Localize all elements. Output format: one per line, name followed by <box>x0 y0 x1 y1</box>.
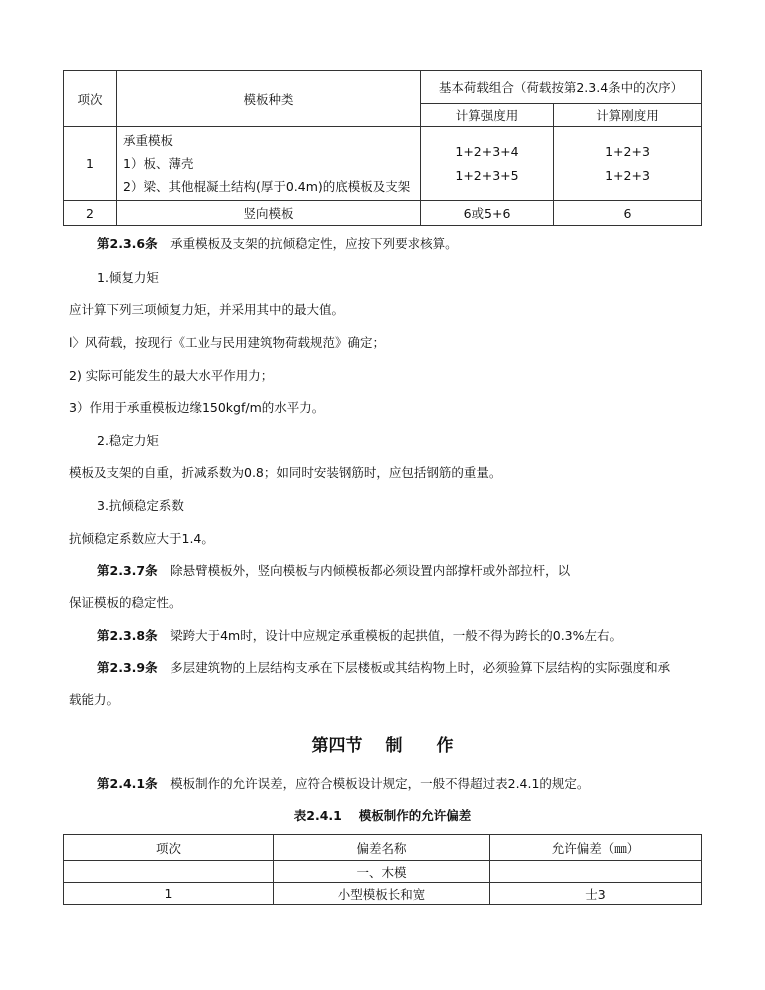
paragraph-text: 3.抗倾稳定系数 <box>97 498 184 513</box>
paragraph <box>97 433 159 449</box>
paragraph-text: l〉风荷载，按现行《工业与民用建筑物荷载规范》确定； <box>69 335 385 350</box>
paragraph-text: 承重模板及支架的抗倾稳定性，应按下列要求核算。 <box>170 236 458 251</box>
clause-number: 第2.3.7条 <box>97 563 158 578</box>
line: 1+2+3 <box>605 143 650 159</box>
table-row <box>64 201 702 226</box>
cell-strength: 6或5+6 <box>421 201 554 226</box>
cell-no: 1 <box>64 883 274 905</box>
table-row <box>64 127 702 201</box>
paragraph-text: 除悬臂模板外，竖向模板与内倾模板都必须设置内部撑杆或外部拉杆，以 <box>170 563 571 578</box>
paragraph-text: 保证模板的稳定性。 <box>69 595 182 610</box>
tolerance-table <box>63 834 702 905</box>
header-tolerance: 允许偏差（㎜） <box>490 835 702 861</box>
header-strength: 计算强度用 <box>421 104 554 127</box>
paragraph <box>97 563 570 579</box>
header-item: 项次 <box>64 835 274 861</box>
header-stiffness: 计算刚度用 <box>554 104 702 127</box>
clause-number: 第2.3.8条 <box>97 628 158 643</box>
paragraph-text: 抗倾稳定系数应大于1.4。 <box>69 531 214 546</box>
paragraph-text: 1.倾复力矩 <box>97 270 159 285</box>
paragraph-text: 3）作用于承重模板边缘150kgf/m的水平力。 <box>69 400 325 415</box>
cell-no: 1 <box>64 127 117 201</box>
cell-no: 2 <box>64 201 117 226</box>
paragraph <box>69 400 324 416</box>
line: 承重模板 <box>123 133 174 148</box>
load-combination-table <box>63 70 702 226</box>
paragraph-text: 2.稳定力矩 <box>97 433 159 448</box>
header-item: 项次 <box>64 71 117 127</box>
paragraph-text: 应计算下列三项倾复力矩，并采用其中的最大值。 <box>69 302 345 317</box>
table-row <box>64 883 702 905</box>
paragraph-text: 2) 实际可能发生的最大水平作用力； <box>69 368 274 383</box>
header-name: 偏差名称 <box>274 835 490 861</box>
line: 1+2+3 <box>605 167 650 183</box>
line: 2）梁、其他棍凝土结构(厚于0.4m)的底模板及支架 <box>123 179 411 194</box>
header-type: 模板种类 <box>117 71 421 127</box>
cell-strength <box>421 127 554 201</box>
section-heading: 第四节 制 作 <box>311 736 454 756</box>
paragraph <box>69 368 273 384</box>
paragraph <box>69 595 182 611</box>
paragraph <box>97 270 159 286</box>
cell-empty <box>490 861 702 883</box>
line: 1+2+3+5 <box>455 167 519 183</box>
clause-number: 第2.3.6条 <box>97 236 158 251</box>
cell-empty <box>64 861 274 883</box>
paragraph <box>69 531 214 547</box>
paragraph <box>69 465 501 481</box>
cell-stiffness: 6 <box>554 201 702 226</box>
paragraph-text: 模板及支架的自重，折减系数为0.8；如同时安装钢筋时，应包括钢筋的重量。 <box>69 465 502 480</box>
group-label: 一、木模 <box>274 861 490 883</box>
clause-number: 第2.4.1条 <box>97 776 158 791</box>
cell-tolerance: 士3 <box>490 883 702 905</box>
paragraph-text: 模板制作的允许误差，应符合模板设计规定，一般不得超过表2.4.1的规定。 <box>170 776 590 791</box>
cell-name: 小型模板长和宽 <box>274 883 490 905</box>
cell-stiffness <box>554 127 702 201</box>
paragraph <box>97 660 670 676</box>
cell-type <box>117 127 421 201</box>
header-combo: 基本荷载组合（荷载按第2.3.4条中的次序） <box>421 71 702 104</box>
paragraph <box>69 302 344 318</box>
line: 1+2+3+4 <box>455 143 519 159</box>
paragraph <box>69 335 385 351</box>
paragraph <box>97 776 589 792</box>
paragraph <box>97 236 458 252</box>
paragraph <box>97 498 184 514</box>
table-caption: 表2.4.1 模板制作的允许偏差 <box>293 808 472 823</box>
paragraph-text: 多层建筑物的上层结构支承在下层楼板或其结构物上时，必须验算下层结构的实际强度和承 <box>170 660 671 675</box>
line: 1）板、薄壳 <box>123 156 194 171</box>
paragraph-text: 载能力。 <box>69 692 120 707</box>
paragraph-text: 梁跨大于4m时，设计中应规定承重模板的起拱值，一般不得为跨长的0.3%左右。 <box>170 628 622 643</box>
clause-number: 第2.3.9条 <box>97 660 158 675</box>
cell-type: 竖向模板 <box>117 201 421 226</box>
paragraph <box>97 628 622 644</box>
paragraph <box>69 692 119 708</box>
